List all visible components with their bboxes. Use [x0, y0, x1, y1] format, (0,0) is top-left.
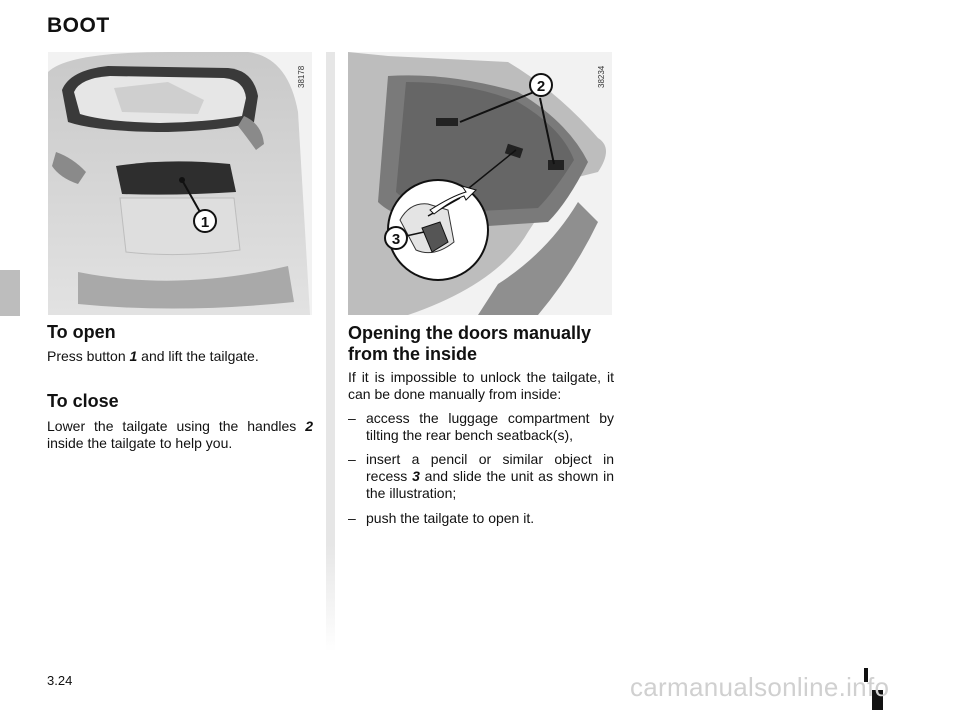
illustration-rear-car [48, 52, 312, 315]
manual-opening-heading: Opening the doors manually from the inside [348, 323, 592, 364]
manual-opening-intro: If it is impossible to unlock the tailgate, it can be done manually from inside: [348, 369, 614, 402]
column-divider [326, 52, 335, 652]
list-item: – push the tailgate to open it. [348, 510, 535, 526]
to-open-heading: To open [47, 322, 116, 342]
watermark: carmanualsonline.info [630, 672, 890, 702]
page-number: 3.24 [47, 673, 73, 688]
to-close-text: Lower the tailgate using the handles 2 inside the tailgate to help you. [47, 418, 313, 451]
callout-2: 2 [536, 78, 546, 95]
callout-3: 3 [391, 231, 401, 248]
figure-ref-code: 38234 [597, 65, 606, 88]
callout-1: 1 [200, 214, 210, 231]
to-open-text: Press button 1 and lift the tailgate. [47, 348, 259, 364]
to-close-heading: To close [47, 391, 119, 411]
illustration-tailgate-inside [348, 52, 612, 315]
page-title: BOOT [47, 14, 110, 37]
figure-ref-code: 38178 [297, 65, 306, 88]
list-item: – insert a pencil or similar object in recess 3 and slide the unit as shown in the illustration; [348, 451, 614, 501]
list-item: – access the luggage compartment by tilting the rear bench seatback(s), [348, 410, 614, 443]
chapter-tab [0, 270, 20, 316]
